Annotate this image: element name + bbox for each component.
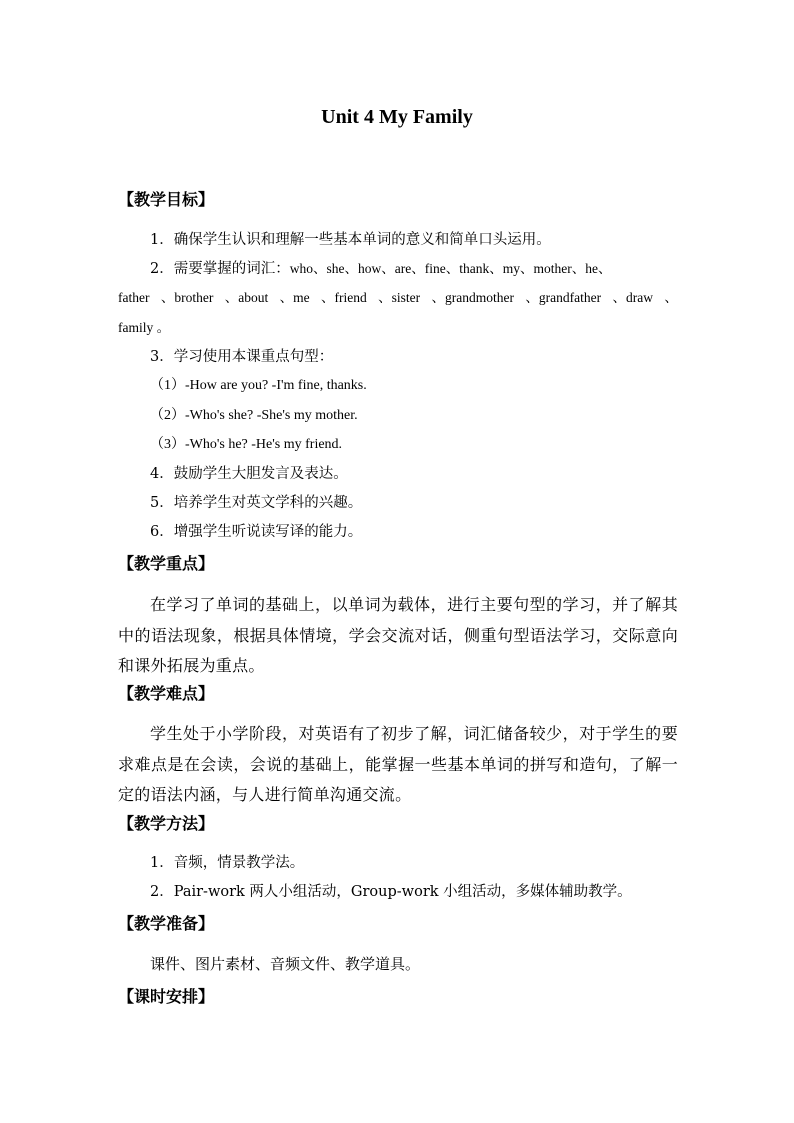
vocab-word: who: [289, 261, 313, 276]
vocab-word: 、: [664, 290, 678, 305]
vocab-word: 、grandmother: [431, 290, 515, 305]
section-heading-difficulties: 【教学难点】: [118, 684, 215, 703]
vocab-word: 、he: [571, 261, 598, 276]
objective-item-5: 5．培养学生对英文学科的兴趣。: [150, 495, 363, 511]
vocab-word: 、sister: [378, 290, 421, 305]
objective-item-4: 4．鼓励学生大胆发言及表达。: [150, 466, 348, 482]
section-heading-schedule: 【课时安排】: [118, 987, 215, 1006]
section-heading-objectives: 【教学目标】: [118, 190, 215, 209]
vocab-word: 、brother: [160, 290, 214, 305]
document-title: Unit 4 My Family: [321, 106, 473, 128]
vocab-word: 、how: [344, 261, 382, 276]
difficulties-paragraph: 学生处于小学阶段，对英语有了初步了解，词汇储备较少，对于学生的要求难点是在会读，会说的基础上，能掌握一些基本单词的拼写和造句，了解一定的语法内涵，与人进行简单沟通交流。: [118, 724, 678, 804]
vocab-word: 、fine: [411, 261, 446, 276]
vocab-word: 、me: [279, 290, 310, 305]
pattern-2: （2）-Who's she? -She's my mother.: [150, 408, 358, 423]
objective-item-2-prefix: 2．需要掌握的词汇：: [150, 261, 290, 277]
vocab-word: 、she: [312, 261, 345, 276]
vocab-line-2: [118, 287, 678, 309]
vocab-word: 、: [597, 261, 612, 276]
section-heading-key-points: 【教学重点】: [118, 554, 215, 573]
objective-item-1: 1．确保学生认识和理解一些基本单词的意义和简单口头运用。: [150, 232, 551, 248]
objective-item-2: [150, 258, 611, 280]
objective-item-3: 3．学习使用本课重点句型：: [150, 349, 334, 365]
method-item-2: 2．Pair-work 两人小组活动，Group-work 小组活动，多媒体辅助教学。: [150, 884, 632, 900]
key-points-paragraph: 在学习了单词的基础上，以单词为载体，进行主要句型的学习，并了解其中的语法现象，根据具体情境，学会交流对话，侧重句型语法学习，交际意向和课外拓展为重点。: [118, 595, 678, 675]
section-heading-preparation: 【教学准备】: [118, 914, 215, 933]
objective-item-6: 6．增强学生听说读写译的能力。: [150, 524, 363, 540]
vocab-word: 、friend: [321, 290, 367, 305]
vocab-word: 、my: [489, 261, 520, 276]
vocab-line-3: family 。: [118, 320, 171, 335]
vocab-word: 、are: [381, 261, 412, 276]
method-item-1: 1．音频，情景教学法。: [150, 855, 305, 871]
preparation-text: 课件、图片素材、音频文件、教学道具。: [150, 955, 421, 973]
pattern-3: （3）-Who's he? -He's my friend.: [150, 437, 343, 452]
vocab-word: father: [118, 290, 150, 305]
vocab-word: 、mother: [519, 261, 572, 276]
section-heading-methods: 【教学方法】: [118, 814, 215, 833]
vocab-word: 、grandfather: [525, 290, 602, 305]
vocab-word: 、thank: [445, 261, 490, 276]
vocab-word: 、draw: [612, 290, 654, 305]
vocab-word: 、about: [224, 290, 269, 305]
pattern-1: （1）-How are you? -I'm fine, thanks.: [150, 378, 367, 393]
